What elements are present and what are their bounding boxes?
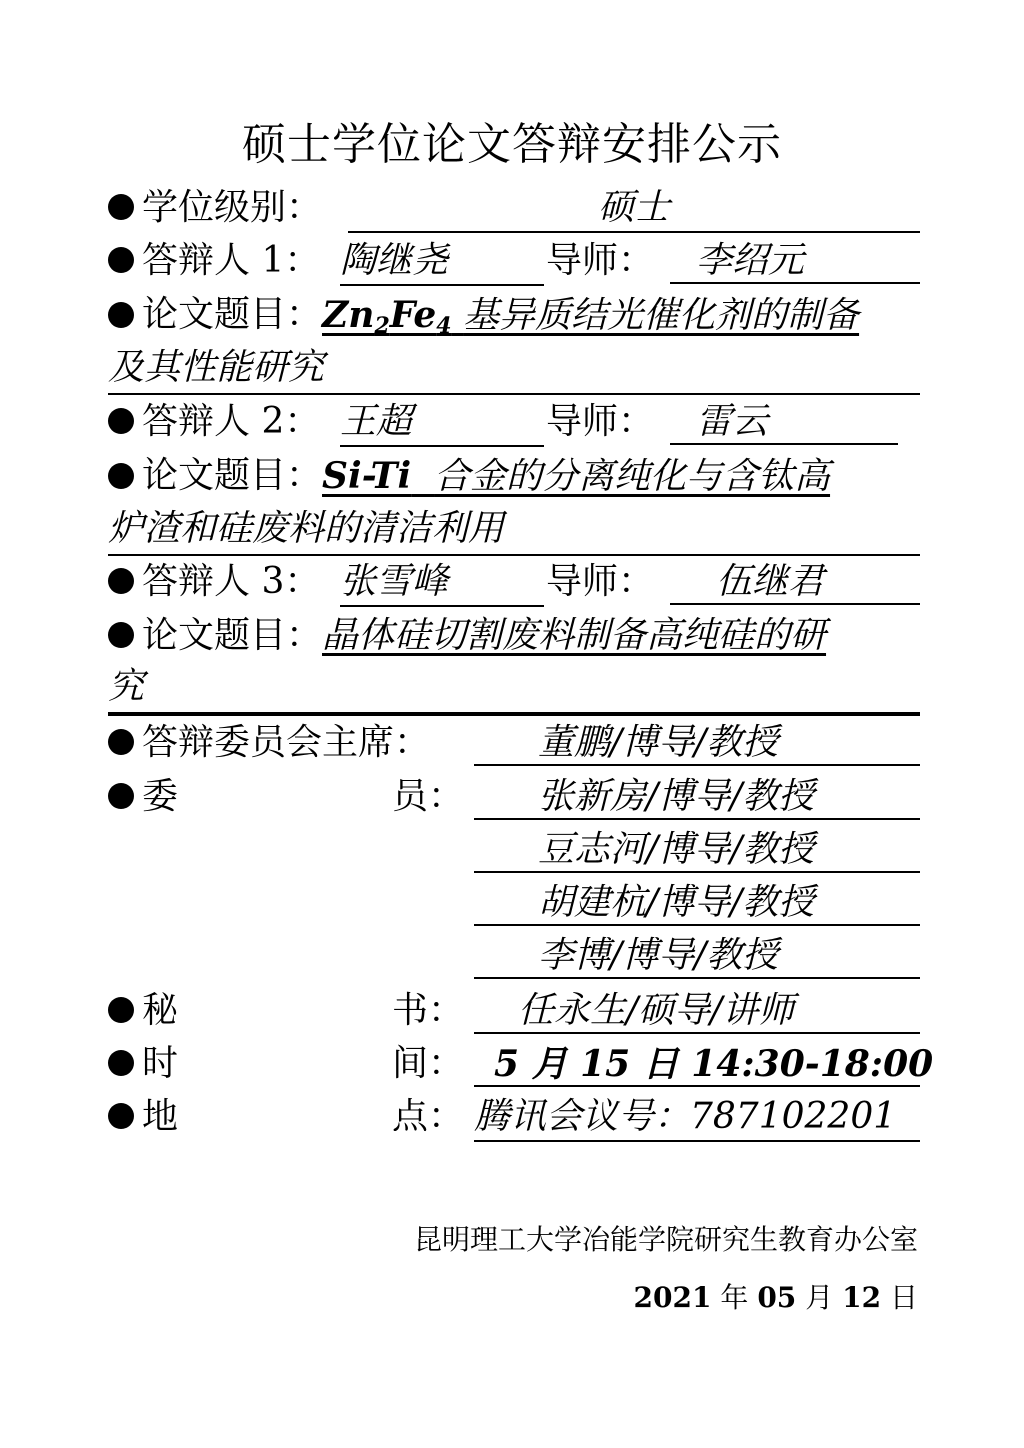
bullet-icon	[108, 1050, 134, 1076]
defense-1-name: 陶继尧	[340, 240, 449, 281]
member-2-line	[474, 825, 920, 873]
defense-1-person-label: 答辩人 1：	[142, 240, 321, 281]
place-label-b: 点：	[392, 1096, 465, 1137]
defense-1-row	[108, 236, 920, 286]
committee-chair-label: 答辩委员会主席：	[142, 722, 431, 763]
defense-3-person-label: 答辩人 3：	[142, 561, 321, 602]
defense-2-advisor: 雷云	[696, 401, 769, 442]
defense-2-advisor-line	[670, 397, 898, 445]
defense-2-topic-label: 论文题目：	[142, 455, 323, 496]
committee-member-3-row	[108, 878, 920, 928]
place-line	[474, 1092, 920, 1142]
member-4: 李博/博导/教授	[538, 935, 779, 976]
defense-3-advisor-label: 导师：	[546, 561, 655, 602]
member-1: 张新房/博导/教授	[538, 776, 815, 817]
committee-chair-line	[474, 718, 920, 766]
member-1-line	[474, 772, 920, 820]
defense-2-row	[108, 397, 920, 447]
defense-1-advisor-line	[670, 236, 920, 284]
defense-3-topic-line2-row	[108, 662, 920, 716]
secretary-row	[108, 986, 920, 1036]
issuing-office: 昆明理工大学冶能学院研究生教育办公室	[413, 1223, 918, 1256]
defense-2-person-label: 答辩人 2：	[142, 401, 321, 442]
bullet-icon	[108, 622, 134, 648]
bullet-icon	[108, 194, 134, 220]
defense-1-topic-row	[108, 290, 920, 340]
defense-3-topic-row	[108, 611, 920, 661]
committee-member-4-row	[108, 931, 920, 981]
defense-2-topic-line1: Si-Ti 合金的分离纯化与含钛高	[322, 455, 831, 497]
committee-members-row	[108, 772, 920, 822]
defense-2-topic-line2: 炉渣和硅废料的清洁利用	[108, 508, 505, 549]
bullet-icon	[108, 247, 134, 273]
issue-date: 2021 年 05 月 12 日	[633, 1281, 918, 1314]
secretary-label-b: 书：	[392, 990, 465, 1031]
defense-2-topic-line2-row	[108, 504, 920, 556]
members-label-a: 委	[142, 776, 179, 817]
time-value: 5 月 15 日 14:30-18:00	[494, 1043, 934, 1085]
defense-1-topic-line2-row	[108, 343, 920, 395]
defense-2-name: 王超	[340, 401, 413, 442]
bullet-icon	[108, 1103, 134, 1129]
defense-3-name: 张雪峰	[340, 561, 449, 602]
time-label-b: 间：	[392, 1043, 465, 1084]
degree-value-line	[348, 183, 920, 233]
member-4-line	[474, 931, 920, 979]
bullet-icon	[108, 783, 134, 809]
defense-1-topic-line1: $Zn_2Fe_4$ 基异质结光催化剂的制备	[322, 294, 860, 339]
time-label-a: 时	[142, 1043, 179, 1084]
bullet-icon	[108, 302, 134, 328]
bullet-icon	[108, 463, 134, 489]
member-2: 豆志河/博导/教授	[538, 829, 815, 870]
defense-3-topic-line1: 晶体硅切割废料制备高纯硅的研	[322, 615, 827, 656]
defense-3-row	[108, 557, 920, 607]
defense-1-advisor: 李绍元	[696, 240, 805, 281]
defense-1-topic-label: 论文题目：	[142, 294, 323, 335]
place-label-a: 地	[142, 1096, 179, 1137]
committee-chair: 董鹏/博导/教授	[538, 722, 779, 763]
defense-3-topic-line2: 究	[108, 666, 145, 707]
secretary: 任永生/硕导/讲师	[518, 990, 795, 1031]
page-title: 硕士学位论文答辩安排公示	[242, 119, 782, 170]
defense-2-advisor-label: 导师：	[546, 401, 655, 442]
secretary-line	[474, 986, 920, 1034]
degree-value: 硕士	[597, 187, 670, 228]
time-row	[108, 1039, 934, 1089]
place-value: 腾讯会议号：787102201	[474, 1096, 897, 1137]
members-label-b: 员：	[392, 776, 465, 817]
place-row	[108, 1092, 920, 1142]
bullet-icon	[108, 729, 134, 755]
bullet-icon	[108, 997, 134, 1023]
defense-3-topic-label: 论文题目：	[142, 615, 323, 656]
secretary-label-a: 秘	[142, 990, 179, 1031]
defense-3-name-line	[340, 557, 544, 607]
degree-row	[108, 183, 920, 233]
committee-member-2-row	[108, 825, 920, 875]
member-3-line	[474, 878, 920, 926]
time-line	[474, 1039, 934, 1087]
degree-label: 学位级别：	[142, 187, 323, 228]
committee-chair-row	[108, 718, 920, 768]
bullet-icon	[108, 408, 134, 434]
defense-2-name-line	[340, 397, 544, 447]
defense-3-advisor-line	[670, 557, 920, 605]
defense-3-advisor: 伍继君	[716, 561, 825, 602]
defense-1-name-line	[340, 236, 544, 286]
member-3: 胡建杭/博导/教授	[538, 882, 815, 923]
defense-1-topic-line2: 及其性能研究	[108, 347, 325, 388]
bullet-icon	[108, 568, 134, 594]
defense-2-topic-row	[108, 451, 920, 501]
defense-1-advisor-label: 导师：	[546, 240, 655, 281]
